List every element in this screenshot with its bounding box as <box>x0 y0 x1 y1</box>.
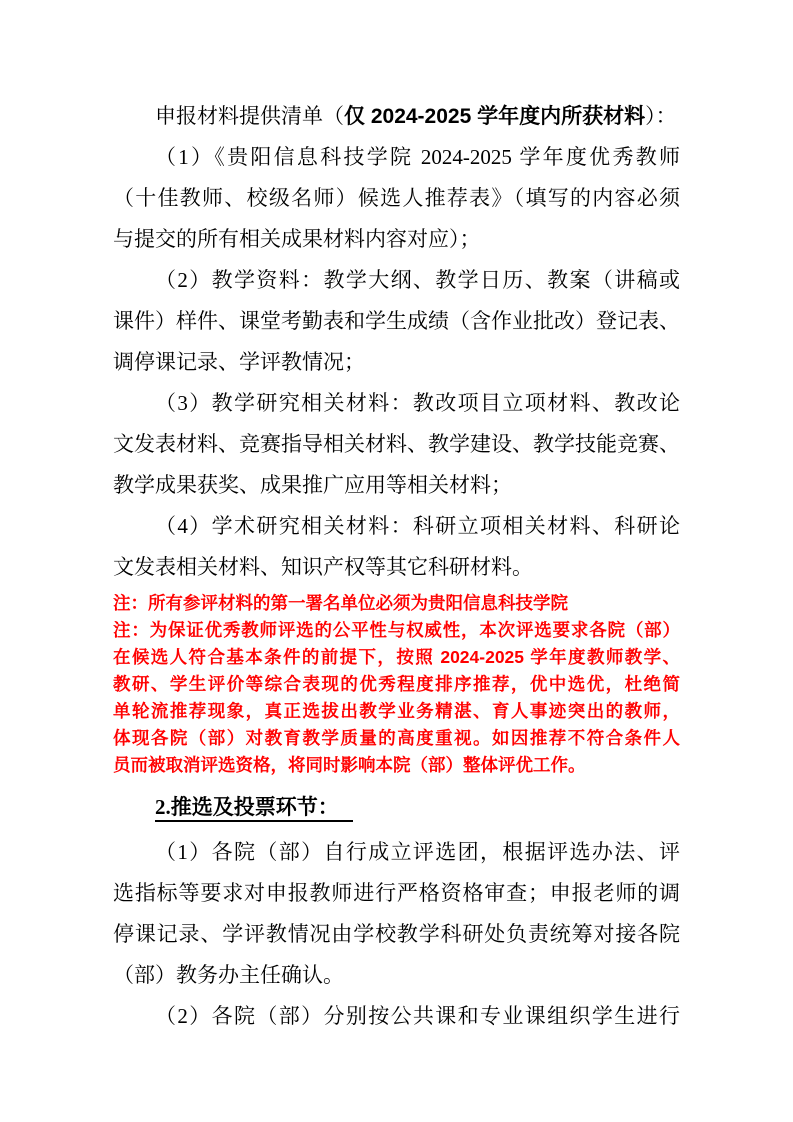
section-heading-text: 2.推选及投票环节： <box>155 795 353 822</box>
voting-step-2 <box>113 996 680 1037</box>
doc-line: （十佳教师、校级名师）候选人推荐表》（填写的内容必须 <box>113 186 680 210</box>
doc-line: （1）《贵阳信息科技学院 2024-2025 学年度优秀教师 <box>155 145 680 169</box>
note-signing-unit: 注：所有参评材料的第一署名单位必须为贵阳信息科技学院 <box>113 593 568 613</box>
materials-item-4 <box>113 506 680 588</box>
title-bold-scope: 仅 2024-2025 学年度内所获材料 <box>344 105 646 128</box>
note-fairness-line: 教研、学生评价等综合表现的优秀程度排序推荐，优中选优，杜绝简 <box>113 674 680 694</box>
note-fairness-line: 在候选人符合基本条件的前提下，按照 2024-2025 学年度教师教学、 <box>113 647 680 667</box>
doc-line: （3）教学研究相关材料：教改项目立项材料、教改论 <box>155 391 680 415</box>
doc-line: 调停课记录、学评教情况； <box>113 350 365 374</box>
doc-line: 停课记录、学评教情况由学校教学科研处负责统筹对接各院 <box>113 922 680 946</box>
doc-line: （4）学术研究相关材料：科研立项相关材料、科研论 <box>155 514 680 538</box>
title-prefix: 申报材料提供清单（ <box>155 104 344 128</box>
materials-list-title <box>113 96 680 137</box>
note-fairness-line: 体现各院（部）对教育教学质量的高度重视。如因推荐不符合条件人 <box>113 728 680 748</box>
doc-line: （2）教学资料：教学大纲、教学日历、教案（讲稿或 <box>155 268 680 292</box>
doc-line: 与提交的所有相关成果材料内容对应）； <box>113 227 481 251</box>
voting-step-1 <box>113 832 680 996</box>
doc-line: （2）各院（部）分别按公共课和专业课组织学生进行 <box>155 1004 680 1028</box>
doc-line: （部）教务办主任确认。 <box>113 963 344 987</box>
materials-item-3 <box>113 383 680 506</box>
note-fairness-line: 注：为保证优秀教师评选的公平性与权威性，本次评选要求各院（部） <box>113 620 680 640</box>
section-heading-voting <box>113 787 680 828</box>
doc-line: 选指标等要求对申报教师进行严格资格审查；申报老师的调 <box>113 881 680 905</box>
doc-line: 课件）样件、课堂考勤表和学生成绩（含作业批改）登记表、 <box>113 309 680 333</box>
doc-line: 文发表相关材料、知识产权等其它科研材料。 <box>113 555 533 579</box>
red-notes <box>113 590 680 779</box>
note-fairness-line: 员而被取消评选资格，将同时影响本院（部）整体评优工作。 <box>113 755 586 775</box>
doc-line: 教学成果获奖、成果推广应用等相关材料； <box>113 473 512 497</box>
doc-line: 文发表材料、竞赛指导相关材料、教学建设、教学技能竞赛、 <box>113 432 680 456</box>
materials-item-1 <box>113 137 680 260</box>
title-suffix: ）： <box>645 104 677 128</box>
materials-item-2 <box>113 260 680 383</box>
note-fairness-line: 单轮流推荐现象，真正选拔出教学业务精湛、育人事迹突出的教师， <box>113 701 680 721</box>
doc-line: （1）各院（部）自行成立评选团，根据评选办法、评 <box>155 840 680 864</box>
